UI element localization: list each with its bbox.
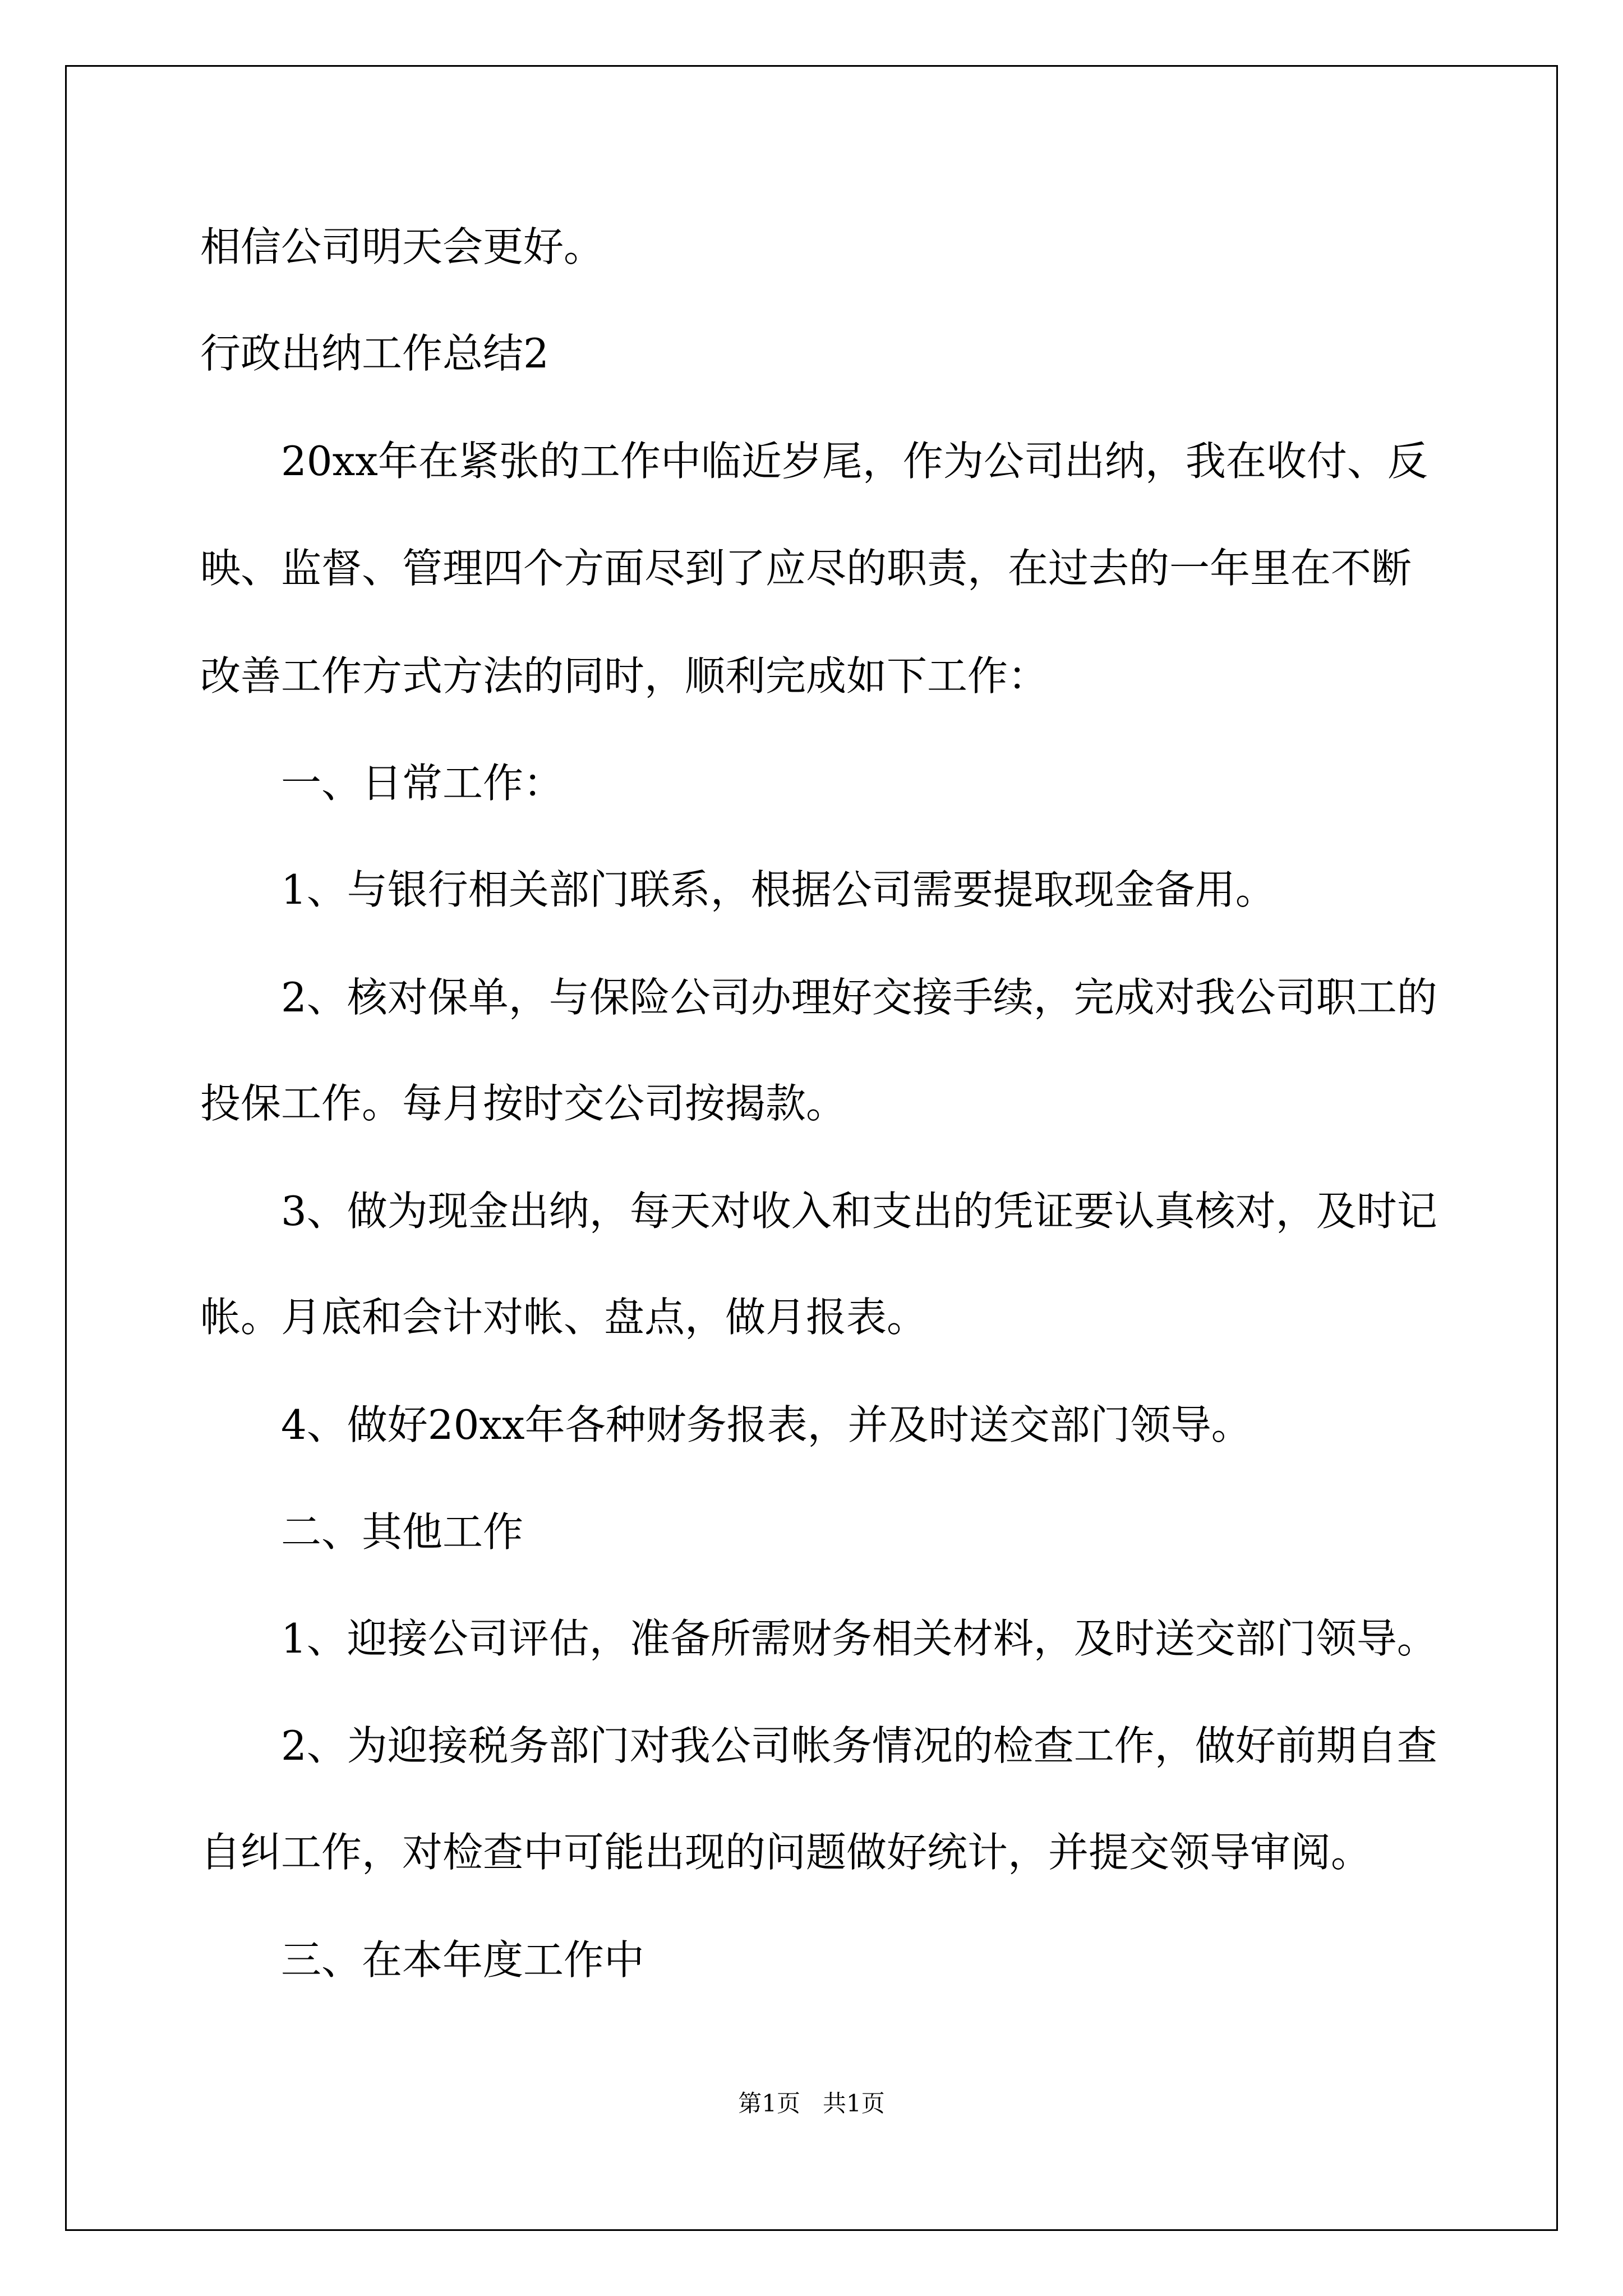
list-item-reports: 4、做好20xx年各种财务报表，并及时送交部门领导。 [281, 1401, 1252, 1448]
list-item-tax-line-2: 自纠工作，对检查中可能出现的问题做好统计，并提交领导审阅。 [200, 1829, 1372, 1876]
list-item-insurance-line-1: 2、核对保单，与保险公司办理好交接手续，完成对我公司职工的 [281, 974, 1437, 1021]
list-item-cash-line-1: 3、做为现金出纳，每天对收入和支出的凭证要认真核对，及时记 [281, 1188, 1437, 1235]
list-item-cash-line-2: 帐。月底和会计对帐、盘点，做月报表。 [200, 1294, 928, 1341]
text-line-closing: 相信公司明天会更好。 [200, 223, 605, 270]
heading-daily-work: 一、日常工作： [281, 760, 564, 807]
list-item-tax-line-1: 2、为迎接税务部门对我公司帐务情况的检查工作，做好前期自查 [281, 1722, 1437, 1769]
paragraph-intro-line-3: 改善工作方式方法的同时，顺利完成如下工作： [200, 652, 1049, 700]
heading-this-year: 三、在本年度工作中 [281, 1936, 645, 1984]
section-title: 行政出纳工作总结2 [200, 330, 549, 377]
paragraph-intro-line-2: 映、监督、管理四个方面尽到了应尽的职责，在过去的一年里在不断 [200, 545, 1412, 592]
page-number-footer: 第1页 共1页 [738, 2090, 885, 2117]
page-border [65, 65, 1558, 2231]
list-item-bank: 1、与银行相关部门联系，根据公司需要提取现金备用。 [281, 866, 1276, 913]
list-item-evaluation: 1、迎接公司评估，准备所需财务相关材料，及时送交部门领导。 [281, 1615, 1437, 1662]
list-item-insurance-line-2: 投保工作。每月按时交公司按揭款。 [200, 1080, 847, 1127]
heading-other-work: 二、其他工作 [281, 1508, 524, 1556]
paragraph-intro-line-1: 20xx年在紧张的工作中临近岁尾，作为公司出纳，我在收付、反 [281, 438, 1428, 485]
